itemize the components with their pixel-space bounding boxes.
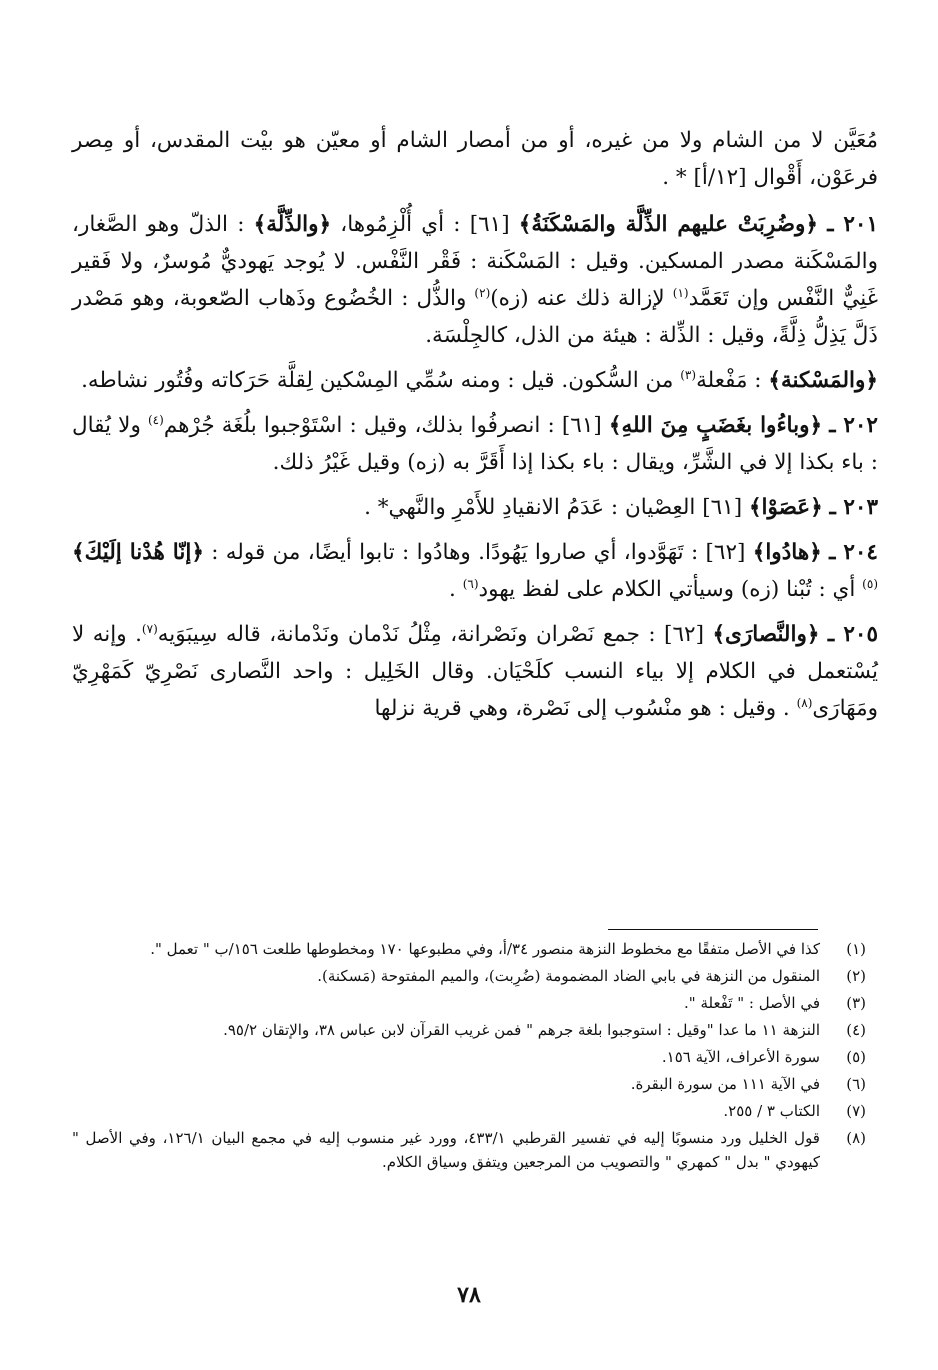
entry-201: ٢٠١ ـ ﴿وضُرِبَتْ عليهم الذِّلَّة والمَسْكَنَةُ﴾ [٦١] : أي أُلْزِمُوها، ﴿والذِّلَّة﴾ : الذلّ وهو الصَّغار، والمَسْكَنة مصدر المسكين. وقيل : المَسْكَنة : فَقْر النَّفْس. لا يُوجد يَهوديٌّ مُوسرٌ، ولا فَقير غَنِيٌّ النَّفْس وإن تَعَمَّد$^{(١)}$ لإزالة ذلك عنه (زه)$^{(٢)}$ والذُّل : الخُضُوع وذَهاب الصّعوبة، وهو مَصْدر ذَلَّ يَذِلُّ ذِلَّةً، وقيل : الذِّلة : هيئة من الذل، كالجِلْسَة. — [72, 212, 879, 348]
page-number: ٧٨ — [457, 1282, 481, 1308]
entry-number: ٢٠٤ ـ — [829, 540, 878, 565]
quran-quote: ﴿وضُرِبَتْ عليهم الذِّلَّة والمَسْكَنَةُ﴾ — [518, 212, 819, 237]
quran-quote: ﴿وباءُوا بغَضَبٍ مِنَ اللهِ﴾ — [608, 413, 823, 438]
quran-quote: ﴿هادُوا﴾ — [752, 540, 822, 565]
footnote — [72, 964, 866, 988]
footnote-ref: (١) — [672, 285, 689, 300]
footnote-text: المنقول من النزهة في بابي الضاد المضمومة (ضُرِبت)، والميم المفتوحة (مَسكنة). — [317, 967, 820, 985]
main-text — [72, 122, 878, 735]
entry-203: ٢٠٣ ـ ﴿عَصَوْا﴾ [٦١] العِصْيان : عَدَمُ الانقيادِ للأَمْرِ والنَّهي* . — [364, 495, 878, 520]
footnote-ref: (٢) — [474, 285, 491, 300]
footnote — [72, 937, 866, 961]
footnote — [72, 1045, 866, 1069]
footnote-text: النزهة ١١ ما عدا "وقيل : استوجبوا بلغة جرهم " فمن غريب القرآن لابن عباس ٣٨، والإتقان ٩٥/٢. — [223, 1021, 820, 1039]
footnote-ref: (٤) — [147, 412, 164, 427]
footnote — [72, 1099, 866, 1123]
quran-quote: ﴿والمَسْكنة﴾ — [768, 368, 878, 393]
footnote — [72, 991, 866, 1015]
footnote-number: (٤) — [846, 1021, 866, 1039]
footnote-number: (٥) — [846, 1048, 866, 1066]
entry-201-continued: ﴿والمَسْكنة﴾ : مَفْعلة$^{(٣)}$ من السُّكون. قيل : ومنه سُمِّي المِسْكين لِقلَّة حَرَكاته وفُتُور نشاطه. — [81, 367, 878, 393]
entry-number: ٢٠٢ ـ — [829, 413, 878, 438]
footnote-number: (٦) — [846, 1075, 866, 1093]
footnote-text: قول الخليل ورد منسوبًا إليه في تفسير القرطبي ٤٣٣/١، وورد غير منسوب إليه في مجمع البيان ١٢٦/١، وفي الأصل " كيهودي " بدل " كمهري " والتصويب من المرجعين ويتفق وسياق الكلام. — [72, 1129, 820, 1171]
footnote-ref: (٥) — [862, 576, 878, 591]
entry-number: ٢٠٥ ـ — [827, 622, 879, 647]
quran-quote: ﴿والذِّلَّة﴾ — [253, 212, 332, 237]
entry-202: ٢٠٢ ـ ﴿وباءُوا بغَضَبٍ مِنَ اللهِ﴾ [٦١] : انصرفُوا بذلك، وقيل : اسْتَوْجبوا بلُغَة جُرْهم$^{(٤)}$ ولا يُقال : باء بكذا إلا في الشَّرِّ، ويقال : باء بكذا إذا أَقَرَّ به (زه) وقيل غَيْرُ ذلك. — [72, 412, 878, 475]
entry-205: ٢٠٥ ـ ﴿والنَّصارَى﴾ [٦٢] : جمع نَصْران ونَصْرانة، مِثْلُ نَدْمان ونَدْمانة، قاله سِيبَوَيه$^{(٧)}$. وإنه لا يُسْتعمل في الكلام إلا بياء النسب كلَحْيَان. وقال الخَلِيل : واحد النَّصارى نَصْرِيّ كَمَهْرِيّ ومَهَارَى$^{(٨)}$ . وقيل : هو منْسُوب إلى نَصْرة، وهي قرية نزلها — [72, 621, 879, 721]
entry-number: ٢٠٣ ـ — [829, 495, 878, 520]
footnote-text: الكتاب ٣ / ٢٥٥. — [723, 1102, 820, 1120]
footnote-text: كذا في الأصل متفقًا مع مخطوط النزهة منصور ٣٤/أ، وفي مطبوعها ١٧٠ ومخطوطها طلعت ١٥٦/ب " تعمل ". — [150, 940, 820, 958]
footnote-ref: (٧) — [141, 621, 158, 636]
footnote-ref: (٨) — [796, 695, 813, 710]
quran-quote: ﴿إنّا هُدْنا إلَيْكَ﴾ — [72, 540, 204, 565]
footnote-number: (٢) — [846, 967, 866, 985]
footnote — [72, 1126, 866, 1174]
footnote-divider — [608, 929, 818, 930]
footnote-ref: (٦) — [462, 576, 479, 591]
footnote-text: سورة الأعراف، الآية ١٥٦. — [661, 1048, 820, 1066]
footnote-ref: (٣) — [680, 367, 697, 382]
entry-204: ٢٠٤ ـ ﴿هادُوا﴾ [٦٢] : تَهَوَّدوا، أي صاروا يَهُودًا. وهادُوا : تابوا أيضًا، من قوله : ﴿إنّا هُدْنا إلَيْكَ﴾$^{(٥)}$ أي : تُبْنا (زه) وسيأتي الكلام على لفظ يهود$^{(٦)}$ . — [72, 540, 878, 602]
footnote — [72, 1072, 866, 1096]
quran-quote: ﴿عَصَوْا﴾ — [748, 495, 823, 520]
footnote-number: (٨) — [846, 1129, 866, 1147]
footnote-text: في الآية ١١١ من سورة البقرة. — [630, 1075, 820, 1093]
footnote-number: (٧) — [846, 1102, 866, 1120]
footnotes — [72, 937, 866, 1177]
quran-quote: ﴿والنَّصارَى﴾ — [712, 622, 820, 647]
entry-number: ٢٠١ ـ — [827, 212, 878, 237]
footnote — [72, 1018, 866, 1042]
footnote-text: في الأصل : " تَفْعلة ". — [684, 994, 820, 1012]
paragraph-continuation: مُعَيَّن لا من الشام ولا من غيره، أو من أمصار الشام أو معيّن هو بيْت المقدس، أو مِصر فرعَوْن، أَقْوال [١٢/أ] * . — [72, 128, 878, 190]
footnote-number: (٣) — [846, 994, 866, 1012]
footnote-number: (١) — [846, 940, 866, 958]
